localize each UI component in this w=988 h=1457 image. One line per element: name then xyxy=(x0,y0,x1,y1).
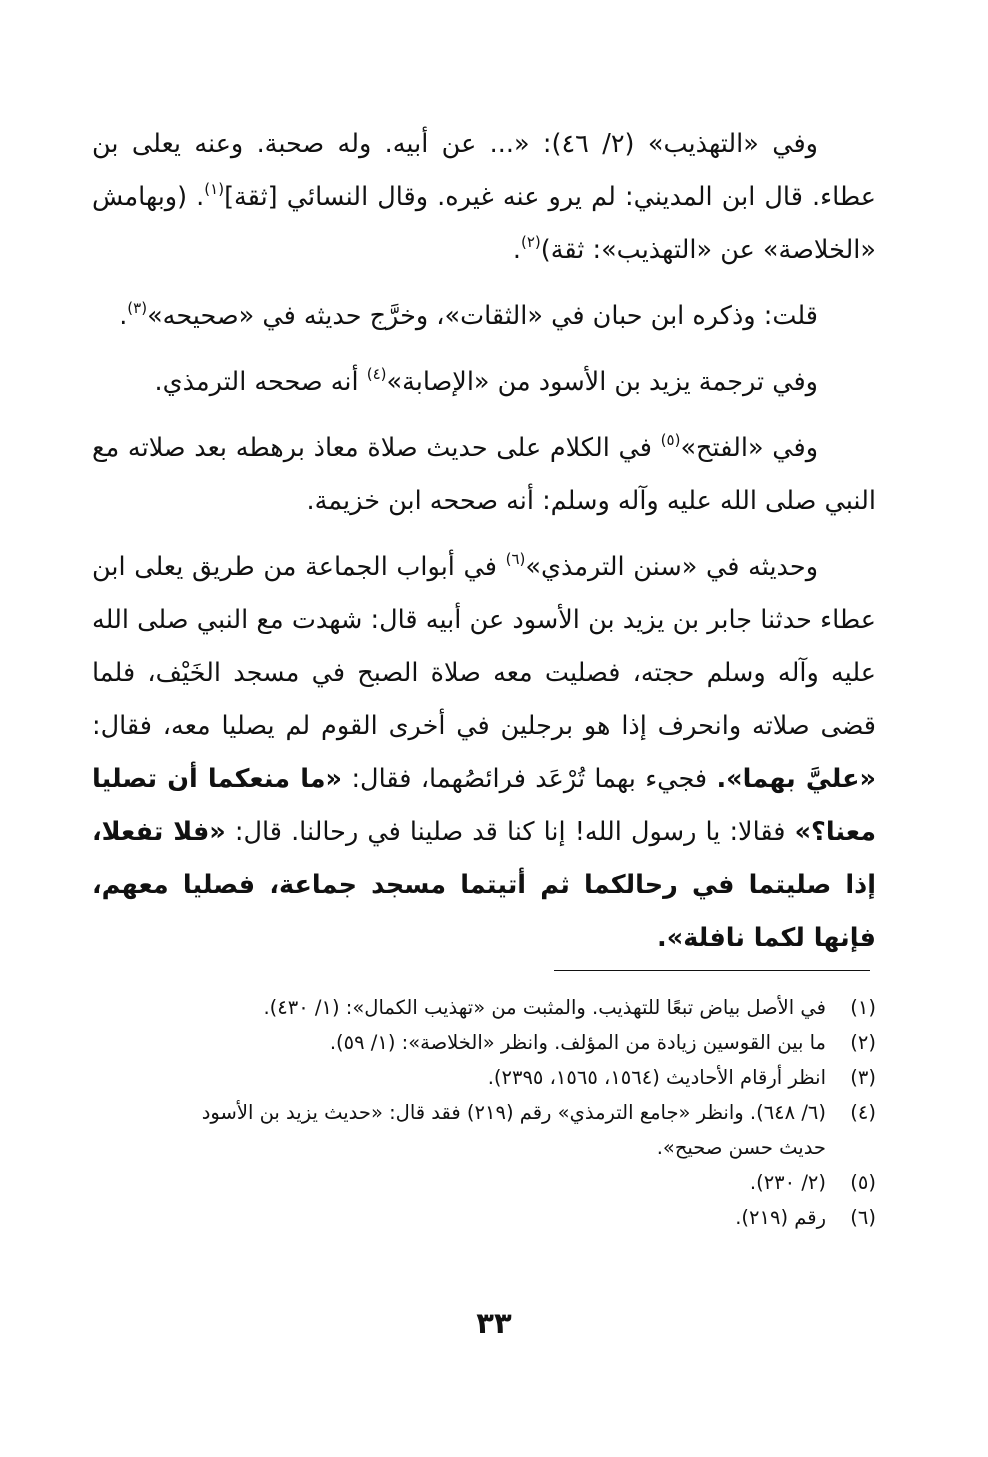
p5-text-b: في أبواب الجماعة من طريق يعلى ابن عطاء حدثنا جابر بن يزيد بن الأسود عن أبيه قال: شهدت مع النبي صلى الله عليه وآله وسلم حجته، فصليت معه صلاة الصبح في مسجد الخَيْف، فلما قضى صلاته وانحرف إذا هو برجلين في أخرى القوم لم يصليا معه، فقال: xyxy=(92,552,876,741)
hadith-quote-2: «ما منعكما أن تصليا معنا؟» xyxy=(92,764,876,847)
footnote-ref-4[interactable]: (٤) xyxy=(366,365,387,383)
p5-text-c: فجيء بهما تُرْعَد فرائصُهما، فقال: xyxy=(351,764,708,794)
hadith-quote-1: «عليَّ بهما». xyxy=(716,764,877,794)
footnotes xyxy=(92,990,876,1235)
footnote-text: انظر أرقام الأحاديث (١٥٦٤، ١٥٦٥، ٢٣٩٥). xyxy=(487,1066,826,1089)
footnote-text: ما بين القوسين زيادة من المؤلف. وانظر «الخلاصة»: (١/ ٥٩). xyxy=(329,1031,826,1054)
footnote-3 xyxy=(92,1060,876,1095)
paragraph-hadith xyxy=(92,541,876,965)
footnote-2 xyxy=(92,1025,876,1060)
footnote-number: (٣) xyxy=(850,1066,876,1089)
footnote-5 xyxy=(92,1165,876,1200)
footnote-4-line-2: حديث حسن صحيح». xyxy=(656,1136,826,1159)
footnote-4 xyxy=(92,1095,876,1165)
footnote-number: (٥) xyxy=(850,1171,876,1194)
p5-text-d: فقالا: يا رسول الله! إنا كنا قد صلينا في رحالنا. قال: xyxy=(234,817,786,847)
paragraph-isaba xyxy=(92,356,876,409)
hadith-quote-3: «فلا تفعلا، إذا صليتما في رحالكما ثم أتيتما مسجد جماعة، فصليا معهم، فإنها لكما نافلة». xyxy=(92,817,876,953)
footnote-ref-6[interactable]: (٦) xyxy=(505,550,526,568)
footnote-1 xyxy=(92,990,876,1025)
p2-text: قلت: وذكره ابن حبان في «الثقات»، وخرَّج حديثه في «صحيحه» xyxy=(147,301,818,331)
footnote-number: (٤) xyxy=(850,1101,876,1124)
p1-line2-end: . (وبهامش xyxy=(92,182,205,212)
footnote-ref-5[interactable]: (٥) xyxy=(660,431,681,449)
p1-line1: وفي «التهذيب» (٢/ ٤٦): «... عن أبيه. وله صحبة. وعنه يعلى بن xyxy=(92,129,818,159)
main-text xyxy=(92,118,876,965)
paragraph-ibn-hibban xyxy=(92,290,876,343)
footnote-4-line-1: (٦/ ٦٤٨). وانظر «جامع الترمذي» رقم (٢١٩) فقد قال: «حديث يزيد بن الأسود xyxy=(201,1101,826,1124)
p1-line3-start: «الخلاصة» عن «التهذيب»: ثقة) xyxy=(540,235,876,265)
footnote-6 xyxy=(92,1200,876,1235)
footnote-separator xyxy=(554,970,870,971)
p4-text-start: وفي «الفتح» xyxy=(680,433,819,463)
footnote-text xyxy=(92,1095,826,1165)
paragraph-fath xyxy=(92,422,876,528)
p4-text-end: في الكلام على حديث صلاة معاذ برهطه بعد صلاته مع النبي صلى الله عليه وآله وسلم: أنه صححه ابن خزيمة. xyxy=(92,433,876,516)
page-number: ٣٣ xyxy=(476,1306,512,1340)
p3-text-end: أنه صححه الترمذي. xyxy=(154,367,359,397)
footnote-text: رقم (٢١٩). xyxy=(735,1206,826,1229)
paragraph-tahdhib xyxy=(92,118,876,277)
p3-text-start: وفي ترجمة يزيد بن الأسود من «الإصابة» xyxy=(386,367,818,397)
footnote-number: (١) xyxy=(850,996,876,1019)
footnote-ref-2[interactable]: (٢) xyxy=(520,233,541,251)
footnote-text: (٢/ ٢٣٠). xyxy=(749,1171,826,1194)
p2-end: . xyxy=(119,301,128,331)
p1-line3-end: . xyxy=(512,235,521,265)
footnote-number: (٢) xyxy=(850,1031,876,1054)
footnote-ref-3[interactable]: (٣) xyxy=(127,299,148,317)
p5-text-a: وحديثه في «سنن الترمذي» xyxy=(525,552,819,582)
footnote-text: في الأصل بياض تبعًا للتهذيب. والمثبت من «تهذيب الكمال»: (١/ ٤٣٠). xyxy=(263,996,826,1019)
footnote-ref-1[interactable]: (١) xyxy=(204,180,225,198)
footnote-number: (٦) xyxy=(850,1206,876,1229)
p1-line2-start: عطاء. قال ابن المديني: لم يرو عنه غيره. وقال النسائي [ثقة] xyxy=(224,182,876,212)
